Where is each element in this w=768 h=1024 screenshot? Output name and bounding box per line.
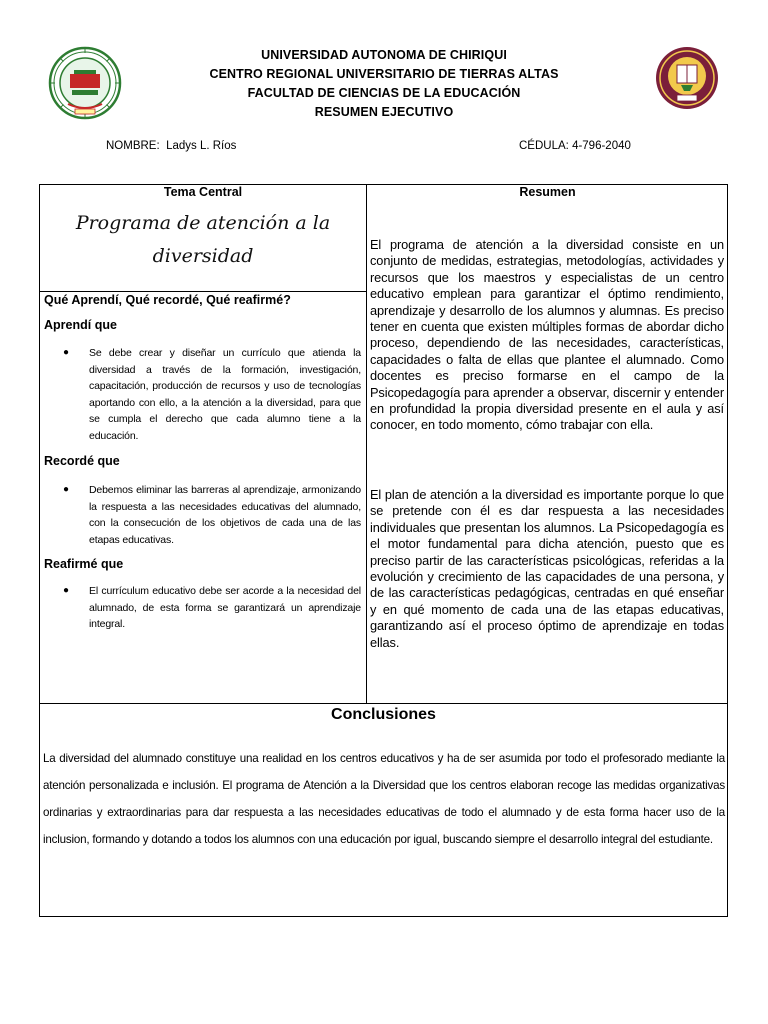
conclusions-divider: [39, 703, 728, 704]
reflection-heading: Qué Aprendí, Qué recordé, Qué reafirmé?: [44, 293, 291, 307]
topic-divider: [39, 291, 367, 292]
bullet-dot: ●: [63, 585, 70, 596]
tema-central-heading: Tema Central: [163, 185, 243, 199]
regional-center-name: CENTRO REGIONAL UNIVERSITARIO DE TIERRAS ALTAS: [209, 67, 559, 81]
topic-title: Programa de atención a la diversidad: [75, 212, 331, 267]
reafirme-bullet: El currículum educativo debe ser acorde a la necesidad del alumnado, de esta forma se garantizará un aprendizaje integral.: [89, 585, 361, 630]
name-value: Ladys L. Ríos: [166, 140, 237, 152]
conclusions-heading: Conclusiones: [331, 706, 436, 723]
student-name-line: [106, 140, 236, 152]
reafirme-heading: Reafirmé que: [44, 557, 124, 571]
resumen-paragraph-2: El plan de atención a la diversidad es importante porque lo que se pretende con él es dar respuesta a las necesidades individuales que presentan los alumnos. La Psicopedagogía es el motor fundamental para dicha atención, puesto que es preciso partir de las características psicológicas, referidas a la evolución y crecimiento de las capacidades de una persona, y de las características pedagógicas, centradas en qué enseñar y en qué momento de cada una de las etapas educativas, garantizando así el proceso óptimo de aprendizaje en todas ellas.: [370, 487, 724, 650]
name-label: NOMBRE:: [106, 140, 160, 152]
id-value: 4-796-2040: [572, 140, 631, 152]
faculty-name: FACULTAD DE CIENCIAS DE LA EDUCACIÓN: [247, 86, 521, 100]
recorde-heading: Recordé que: [44, 454, 120, 468]
bullet-dot: ●: [63, 484, 70, 495]
conclusions-text: La diversidad del alumnado constituye una realidad en los centros educativos y ha de ser asumida por todo el profesorado mediante la atención personalizada e inclusión. El programa de Atención a la Diversidad que los centros elaboran recoge las medidas organizativas ordinarias y extraordinarias para dar respuesta a las necesidades educativas de todo el alumnado y de esta forma hacer uso de la inclusion, formando y dotando a todos los alumnos con una educación por igual, buscando siempre el desarrollo integral del estudiante.: [43, 752, 725, 846]
bullet-dot: ●: [63, 347, 70, 358]
student-id-line: [519, 140, 631, 152]
resumen-heading: Resumen: [519, 185, 576, 199]
aprendi-bullet: Se debe crear y diseñar un currículo que atienda la diversidad a través de la formación, investigación, capacitación, producción de recursos y uso de tecnologías aportando con ello, a la atención a la diversidad, para que se cumpla el derecho que cada alumno tiene a la educación.: [89, 347, 361, 442]
column-divider: [366, 184, 367, 704]
id-label: CÉDULA:: [519, 140, 569, 152]
aprendi-heading: Aprendí que: [44, 318, 117, 332]
university-name: UNIVERSIDAD AUTONOMA DE CHIRIQUI: [261, 48, 507, 62]
resumen-paragraph-1: El programa de atención a la diversidad consiste en un conjunto de medidas, estrategias, metodologías, actividades y recursos que los maestros y especialistas de un centro educativo emplean para garantizar el óptimo rendimiento, aprendizaje y desarrollo de los alumnos y alumnas. Es preciso tener en cuenta que existen múltiples formas de abordar dicho proceso, dependiendo de las necesidades, características, capacidades o falta de ellas que plantee el alumnado. Como docentes es preciso formarse en el campo de la Psicopedagogía para aprender a observar, discernir y entender en profundidad la propia diversidad presente en el aula y así conocer, en todo momento, cómo trabajar con ella.: [370, 237, 724, 433]
document-type-title: RESUMEN EJECUTIVO: [314, 105, 454, 119]
recorde-bullet: Debemos eliminar las barreras al aprendizaje, armonizando la respuesta a las necesidades educativas del alumnado, con la consecución de los objetivos de cada una de las etapas educativas.: [89, 484, 361, 546]
